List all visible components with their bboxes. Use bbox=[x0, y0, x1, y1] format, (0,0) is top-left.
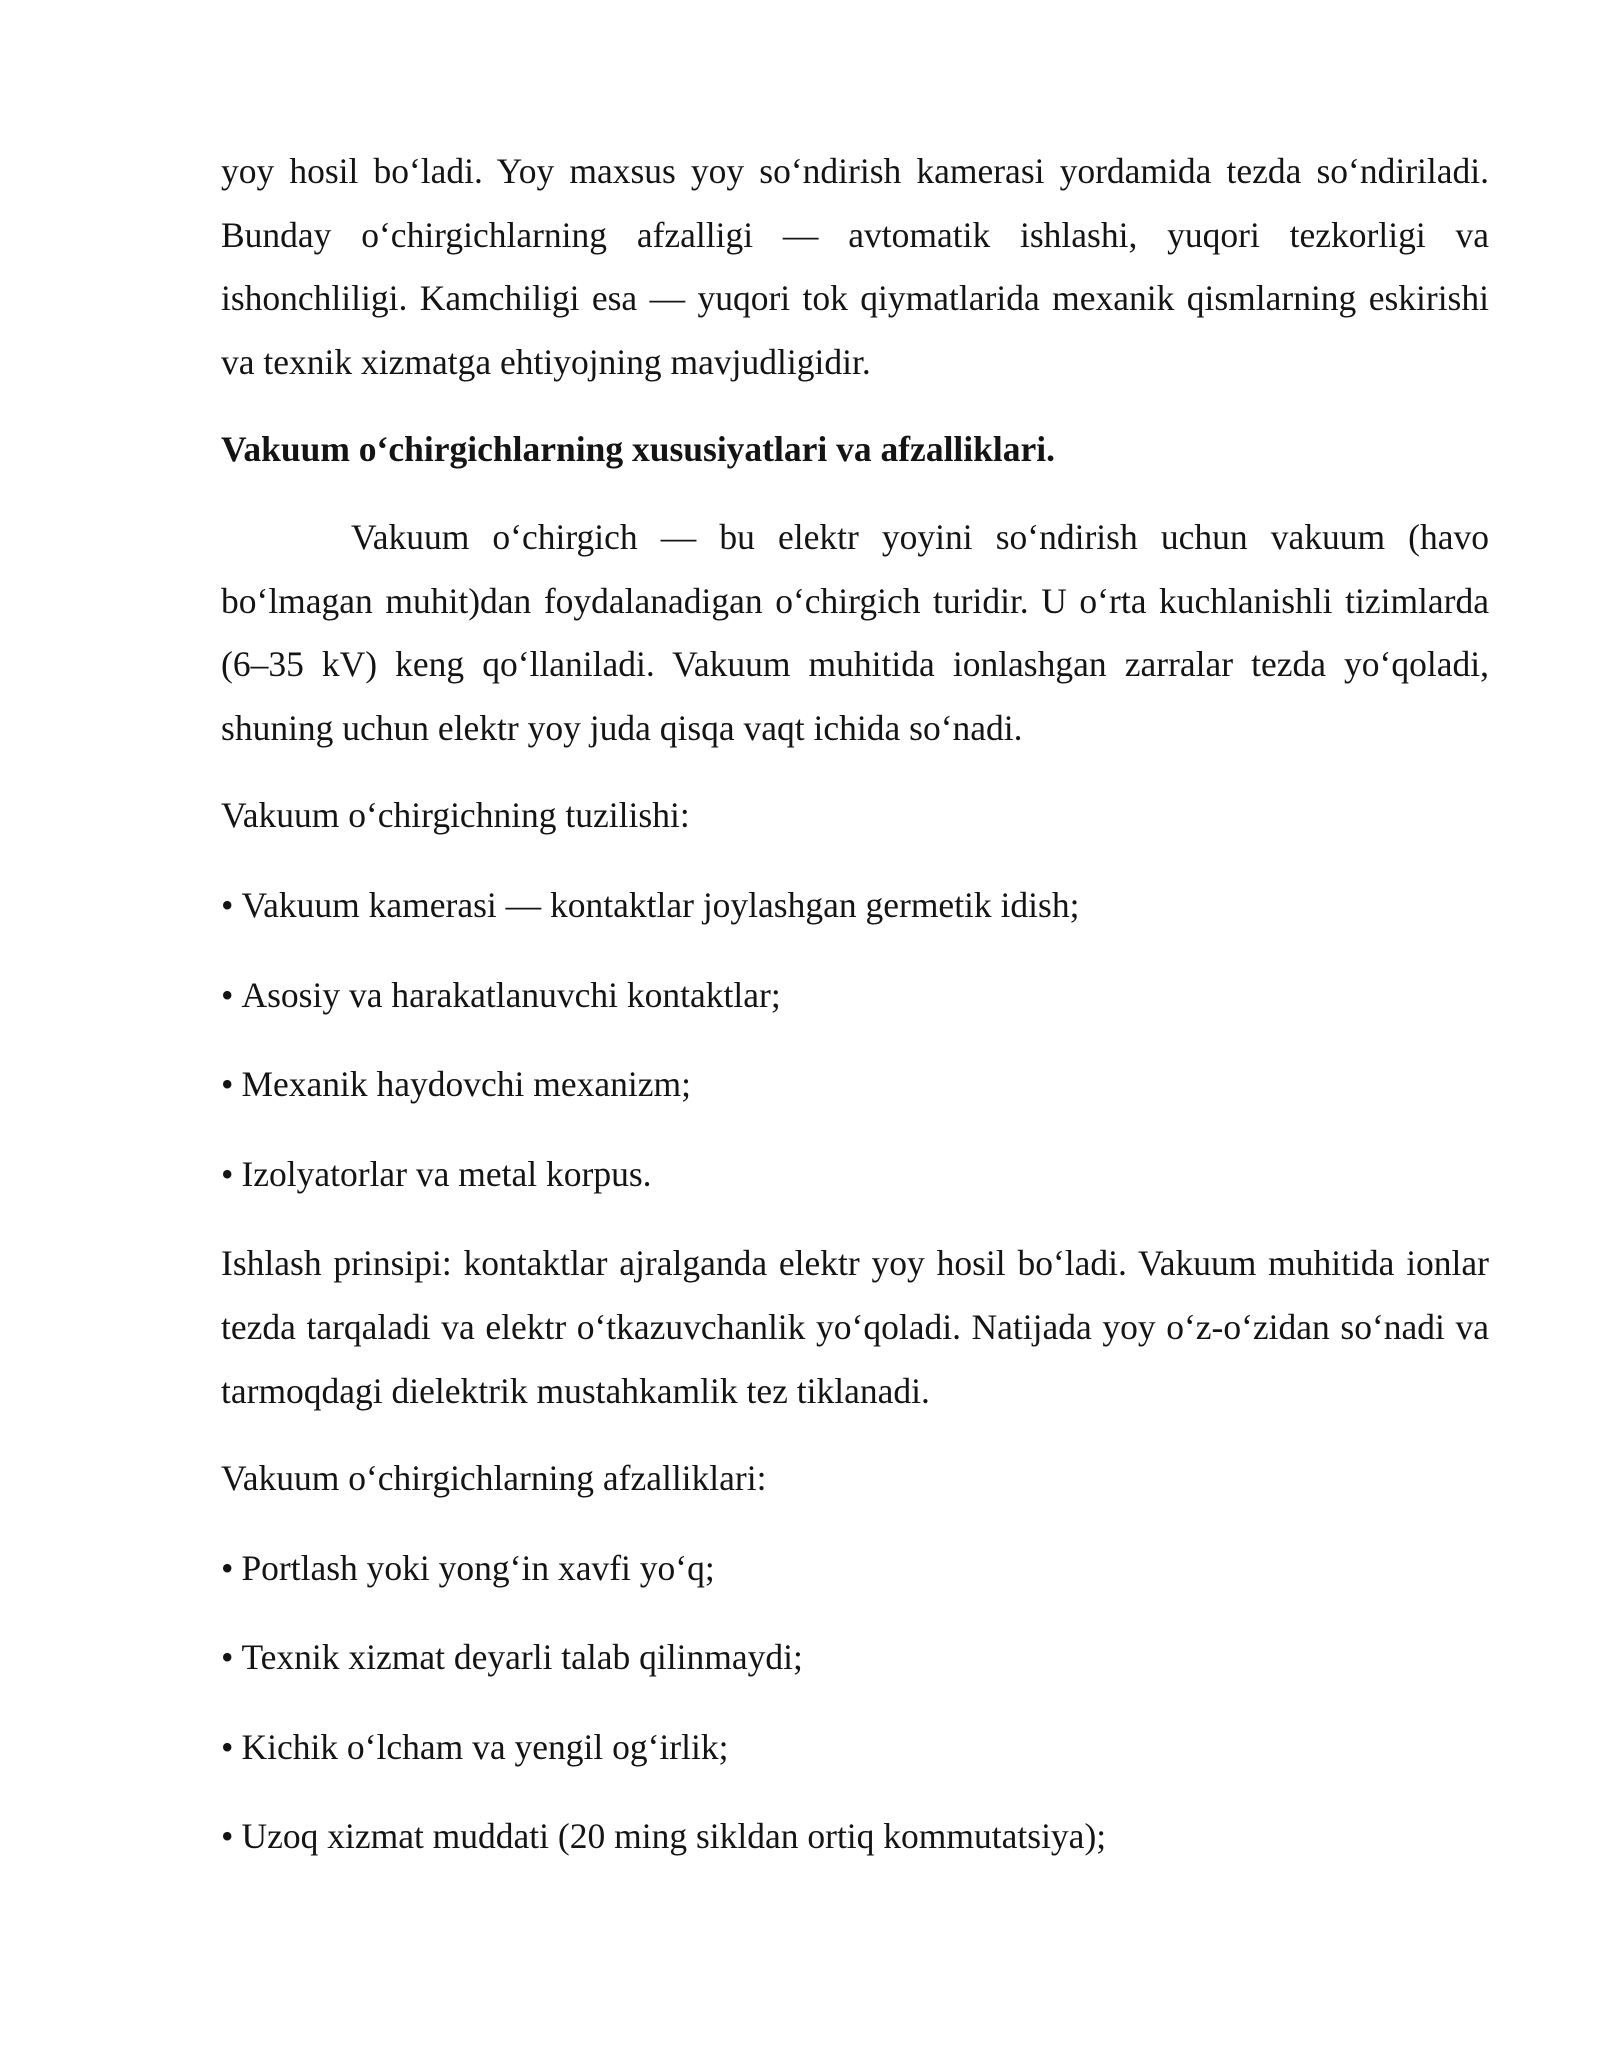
list-item bbox=[221, 1537, 1489, 1601]
advantages-title: Vakuum o‘chirgichlarning afzalliklari: bbox=[221, 1458, 767, 1499]
section-heading: Vakuum o‘chirgichlarning xususiyatlari va afzalliklari. bbox=[221, 429, 1056, 470]
structure-list bbox=[221, 874, 1489, 1206]
bullet-icon: • bbox=[221, 1064, 234, 1105]
bullet-icon: • bbox=[221, 1153, 234, 1194]
list-item bbox=[221, 874, 1489, 938]
list-item-text: Vakuum kamerasi — kontaktlar joylashgan germetik idish; bbox=[241, 884, 1080, 925]
list-item bbox=[221, 1053, 1489, 1117]
principle-paragraph: Ishlash prinsipi: kontaktlar ajralganda elektr yoy hosil bo‘ladi. Vakuum muhitida ionlar tezda tarqaladi va elektr o‘tkazuvchanlik yo‘qoladi. Natijada yoy o‘z-o‘zidan so‘nadi va tarmoqdagi dielektrik mustahkamlik tez tiklanadi. bbox=[221, 1243, 1489, 1411]
list-item bbox=[221, 1626, 1489, 1690]
structure-title: Vakuum o‘chirgichning tuzilishi: bbox=[221, 795, 690, 836]
list-item bbox=[221, 1805, 1489, 1869]
advantages-list bbox=[221, 1537, 1489, 1869]
bullet-icon: • bbox=[221, 1637, 234, 1678]
list-item-text: Asosiy va harakatlanuvchi kontaktlar; bbox=[241, 974, 781, 1015]
document-page bbox=[221, 140, 1489, 1895]
bullet-icon: • bbox=[221, 884, 234, 925]
bullet-icon: • bbox=[221, 1816, 234, 1857]
intro-paragraph: yoy hosil bo‘ladi. Yoy maxsus yoy so‘ndirish kamerasi yordamida tezda so‘ndiriladi. Bunday o‘chirgichlarning afzalligi — avtomatik ishlashi, yuqori tezkorligi va ishonchliligi. Kamchiligi esa — yuqori tok qiymatlarida mexanik qismlarning eskirishi va texnik xizmatga ehtiyojning mavjudligidir. bbox=[221, 151, 1489, 382]
list-item bbox=[221, 964, 1489, 1028]
list-item-text: Uzoq xizmat muddati (20 ming sikldan ortiq kommutatsiya); bbox=[241, 1816, 1107, 1857]
list-item-text: Portlash yoki yong‘in xavfi yo‘q; bbox=[241, 1547, 715, 1588]
list-item-text: Kichik o‘lcham va yengil og‘irlik; bbox=[241, 1726, 729, 1767]
list-item-text: Texnik xizmat deyarli talab qilinmaydi; bbox=[241, 1637, 803, 1678]
list-item bbox=[221, 1716, 1489, 1780]
bullet-icon: • bbox=[221, 1726, 234, 1767]
bullet-icon: • bbox=[221, 974, 234, 1015]
list-item bbox=[221, 1143, 1489, 1207]
list-item-text: Izolyatorlar va metal korpus. bbox=[241, 1153, 652, 1194]
bullet-icon: • bbox=[221, 1547, 234, 1588]
list-item-text: Mexanik haydovchi mexanizm; bbox=[241, 1064, 691, 1105]
definition-paragraph: Vakuum o‘chirgich — bu elektr yoyini so‘ndirish uchun vakuum (havo bo‘lmagan muhit)dan foydalanadigan o‘chirgich turidir. U o‘rta kuchlanishli tizimlarda (6–35 kV) keng qo‘llaniladi. Vakuum muhitida ionlashgan zarralar tezda yo‘qoladi, shuning uchun elektr yoy juda qisqa vaqt ichida so‘nadi. bbox=[221, 516, 1489, 748]
